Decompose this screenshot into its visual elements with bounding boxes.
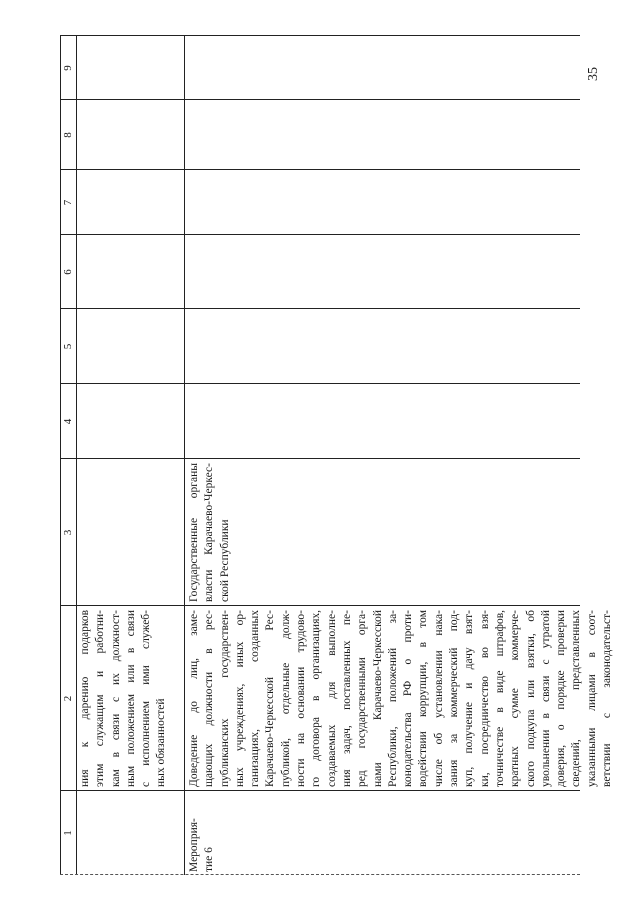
text-line: увольнении в связи с утратой <box>539 610 552 787</box>
text-line: щающих должности в рес- <box>203 610 216 787</box>
grid-col-divider-3 <box>60 458 580 459</box>
column-header-4: 4 <box>62 418 74 425</box>
text-line: ных учреждениях, иных ор- <box>233 610 246 787</box>
text-line: ным положением или в связи <box>124 610 137 787</box>
grid-col-divider-4 <box>60 383 580 384</box>
grid-col-divider-8 <box>60 99 580 100</box>
column-header-1: 1 <box>62 830 74 836</box>
text-line: го договора в организациях, <box>310 610 323 787</box>
grid-col-divider-5 <box>60 308 580 309</box>
column-header-9: 9 <box>62 65 74 71</box>
text-line: ки, посредничество во взя- <box>478 610 491 787</box>
row-divider-col1 <box>184 791 185 875</box>
text-line: куп, получение и дачу взят- <box>463 610 476 787</box>
text-line: публиканских государствен- <box>218 610 231 787</box>
grid-col-divider-7 <box>60 169 580 170</box>
text-line: Карачаево-Черкесской Рес- <box>264 610 277 787</box>
grid-right-border <box>60 35 580 36</box>
text-line: ганизациях, созданных <box>249 610 262 787</box>
text-line: ского подкупа или взятки, об <box>524 610 537 787</box>
text-line: кам в связи с их должност- <box>109 610 122 787</box>
page-number: 35 <box>586 67 601 81</box>
column-header-2: 2 <box>62 695 74 702</box>
text-line: власти Карачаево-Черкес- <box>203 463 216 602</box>
text-line: указанными лицами в соот- <box>585 610 598 787</box>
grid-col-divider-6 <box>60 234 580 235</box>
text-line: водействии коррупции, в том <box>417 610 430 787</box>
text-line: ных обязанностей <box>155 698 168 787</box>
text-line: тие 6 <box>203 847 216 872</box>
text-line: Мероприя- <box>188 818 200 872</box>
text-line: ской Республики <box>218 519 231 602</box>
text-line: кратных сумме коммерче- <box>509 610 522 787</box>
text-line: числе об установлении нака- <box>432 610 445 787</box>
text-line: ности на основании трудово- <box>295 610 308 787</box>
column-header-3: 3 <box>62 529 74 536</box>
text-line: доверия, о порядке проверки <box>555 610 568 787</box>
grid-left-border <box>60 874 580 875</box>
text-line: ния к дарению подарков <box>79 610 91 787</box>
text-line: нами Карачаево-Черкесской <box>371 610 384 787</box>
row2-measure-number <box>186 791 246 875</box>
text-line: точничестве в виде штрафов, <box>493 610 506 787</box>
row2-responsible-executor <box>186 459 266 606</box>
text-line: Республики, положений за- <box>386 610 399 787</box>
text-line: конодательства РФ о проти- <box>402 610 415 787</box>
column-header-7: 7 <box>62 199 74 206</box>
text-line: ред государственными орга- <box>356 610 369 787</box>
text-line: Государственные органы <box>188 463 200 602</box>
text-line: Доведение до лиц, заме- <box>188 610 200 787</box>
row-divider-col2 <box>184 606 185 791</box>
column-header-5: 5 <box>62 343 74 350</box>
column-header-8: 8 <box>62 132 74 138</box>
column-header-6: 6 <box>62 269 74 275</box>
text-line: с исполнением ими служеб- <box>140 610 153 787</box>
text-line: сведений, представленных <box>570 610 583 787</box>
row2-measure-description <box>186 606 614 791</box>
text-line: создаваемых для выполне- <box>325 610 338 787</box>
text-line: ния задач, поставленных пе- <box>340 610 353 787</box>
text-line: ветствии с законодательст- <box>601 610 614 787</box>
text-line: публикой, отдельные долж- <box>279 610 292 787</box>
text-line: этим служащим и работни- <box>94 610 107 787</box>
text-line: зания за коммерческий под- <box>448 610 461 787</box>
row-divider-rest <box>184 35 185 606</box>
row1-measure-description <box>77 606 184 791</box>
